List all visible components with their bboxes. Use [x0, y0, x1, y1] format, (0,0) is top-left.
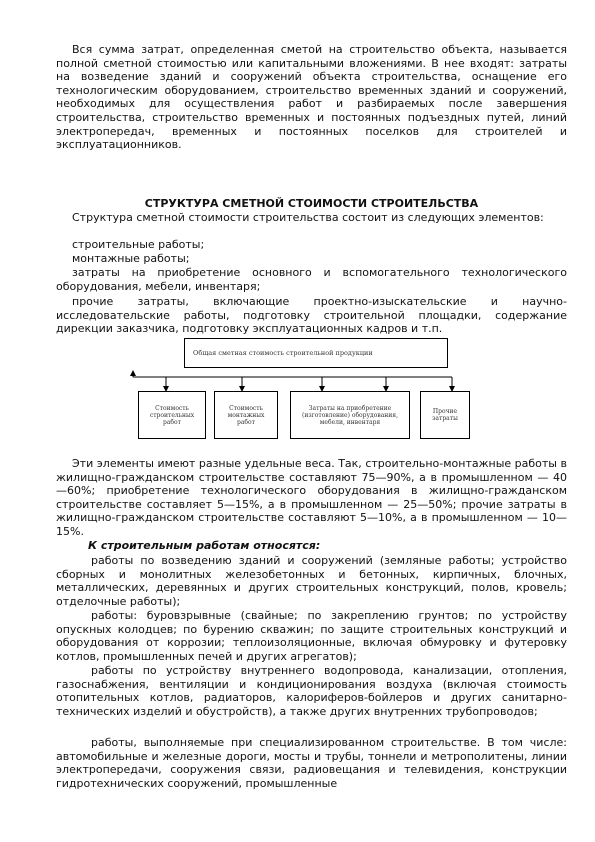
- element-item-2: монтажные работы;: [72, 252, 190, 265]
- works-item-2: работы: буровзрывные (свайные; по закреплению грунтов; по устройству опускных колодцев; по бурению скважин; по защите строительных конструкций и оборудования от коррозии; теплоизоляционные, включая обмуровку и футеровку котлов, промышленных печей и других агрегатов);: [56, 609, 567, 663]
- cost-structure-diagram: [130, 338, 475, 444]
- section-title: СТРУКТУРА СМЕТНОЙ СТОИМОСТИ СТРОИТЕЛЬСТВА: [144, 197, 479, 210]
- diagram-total-cost-box: Общая сметная стоимость строительной продукции: [184, 338, 448, 368]
- element-item-3: затраты на приобретение основного и вспомогательного технологического оборудования, мебели, инвентаря;: [56, 266, 567, 293]
- intro-paragraph: Вся сумма затрат, определенная сметой на строительство объекта, называется полной сметной стоимостью или капитальными вложениями. В нее входят: затраты на возведение зданий и сооружений объекта строительства, оснащение его технологическим оборудованием, строительство временных зданий и сооружений, необходимых для осуществления работ и разбираемых после завершения строительства, строительство временных и постоянных подъездных путей, линий электропередач, временных и постоянных поселков для строителей и эксплуатационников.: [56, 43, 567, 152]
- diagram-equipment-box: Затраты на приобретение (изготовление) оборудования, мебели, инвентаря: [290, 391, 410, 439]
- element-item-1: строительные работы;: [72, 238, 205, 251]
- diagram-other-costs-box: Прочие затраты: [420, 391, 470, 439]
- structure-intro: Структура сметной стоимости строительства состоит из следующих элементов:: [72, 211, 544, 224]
- works-item-3: работы по устройству внутреннего водопровода, канализации, отопления, газоснабжения, вентиляции и кондиционирования воздуха (включая стоимость отопительных котлов, радиаторов, калориферов-бойлеров и других санитарно-технических изделий и обустройств), а также других внутренних трубопроводов;: [56, 664, 567, 718]
- diagram-construction-box: Стоимость строительных работ: [138, 391, 206, 439]
- diagram-installation-box: Стоимость монтажных работ: [214, 391, 278, 439]
- works-item-1: работы по возведению зданий и сооружений (земляные работы; устройство сборных и монолитных железобетонных и бетонных, кирпичных, блочных, металлических, деревянных и других строительных конструкций, полов, кровель; отделочные работы);: [56, 554, 567, 608]
- element-item-4: прочие затраты, включающие проектно-изыскательские и научно-исследовательские работы, подготовку строительной площадки, содержание дирекции заказчика, подготовку эксплуатационных кадров и т.п.: [56, 295, 567, 336]
- works-item-4: работы, выполняемые при специализированном строительстве. В том числе: автомобильные и железные дороги, мосты и трубы, тоннели и метрополитены, линии электропередачи, сооружения связи, радиовещания и телевидения, конструкции гидротехнических сооружений, промышленные: [56, 736, 567, 790]
- weights-paragraph: Эти элементы имеют разные удельные веса. Так, строительно-монтажные работы в жилищно-гражданском строительстве составляют 75—90%, а в промышленном — 40—60%; приобретение технологического оборудования в жилищно-гражданском строительстве составляет 5—15%, а в промышленном — 25—50%; прочие затраты в жилищно-гражданском строительстве составляют 5—10%, а в промышленном — 10—15%.: [56, 457, 567, 538]
- works-heading: К строительным работам относятся:: [88, 539, 321, 552]
